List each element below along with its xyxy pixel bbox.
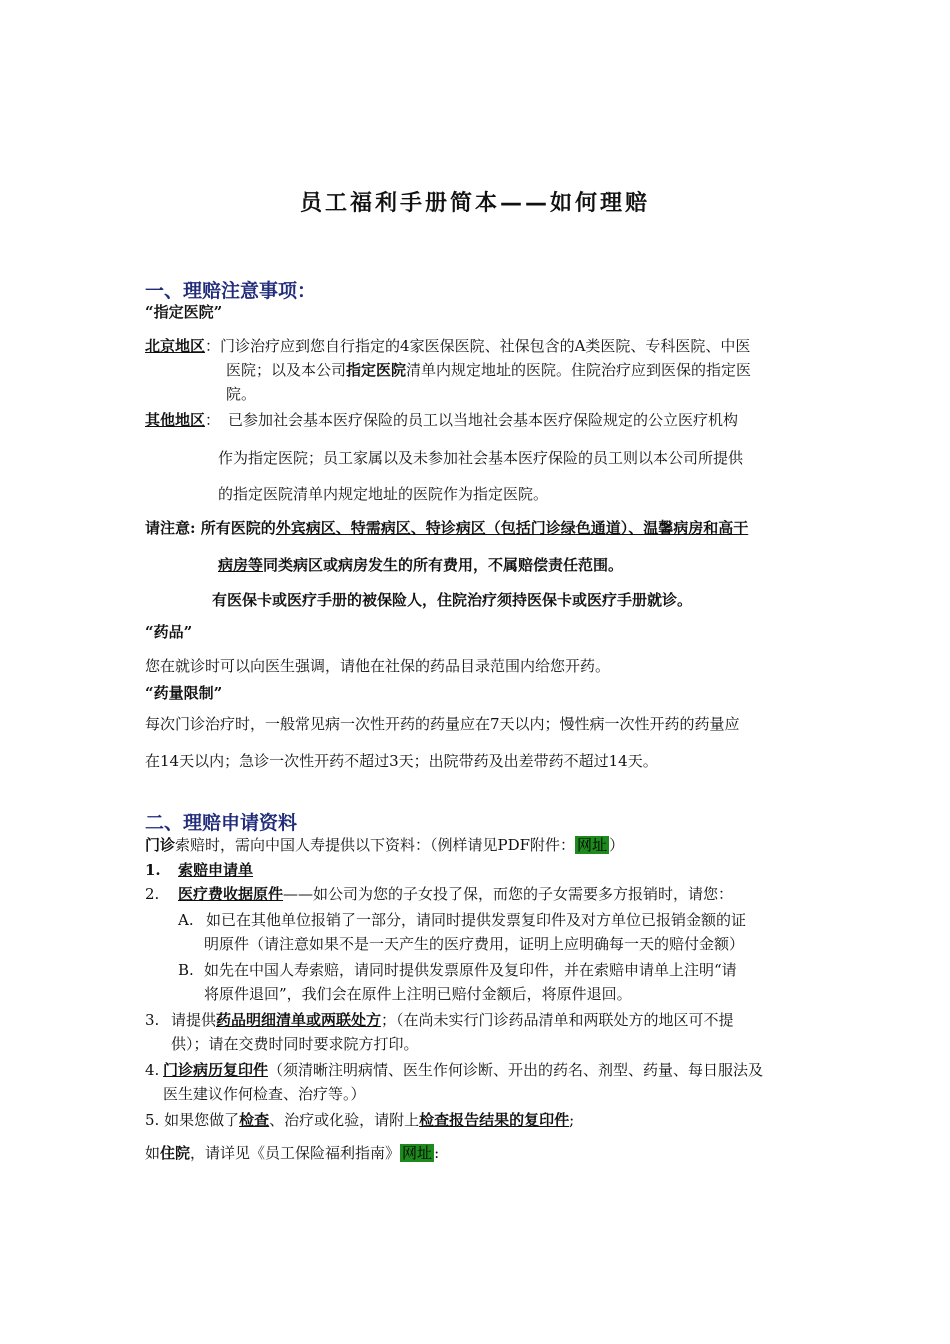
other-text-1: 已参加社会基本医疗保险的员工以当地社会基本医疗保险规定的公立医疗机构 <box>228 411 739 429</box>
inpatient-end: : <box>434 1144 440 1162</box>
notice-line-2 <box>218 555 623 575</box>
beijing-text-1: 门诊治疗应到您自行指定的4家医保医院、社保包含的A类医院、专科医院、中医 <box>220 337 751 355</box>
beijing-designated-bold: 指定医院 <box>346 361 407 379</box>
notice-underlined-1: 外宾病区、特需病区、特诊病区（包括门诊绿色通道）、温馨病房和高干 <box>275 519 749 537</box>
pdf-sample-link[interactable]: 网址 <box>577 836 608 854</box>
item-4-text: （须清晰注明病情、医生作何诊断、开出的药名、剂型、药量、每日服法及 <box>268 1061 764 1079</box>
outpatient-intro-text: 索赔时，需向中国人寿提供以下资料：（例样请见PDF附件： <box>175 836 576 854</box>
item-2b-num: B. <box>178 961 194 979</box>
outpatient-bold: 门诊 <box>145 836 176 854</box>
beijing-text-2a: 医院；以及本公司 <box>226 361 347 379</box>
item-3-underlined: 药品明细清单或两联处方 <box>216 1011 382 1029</box>
item-2-line <box>178 884 733 904</box>
item-3-num: 3. <box>145 1011 160 1029</box>
page-title: 员工福利手册简本——如何理赔 <box>299 191 650 216</box>
dose-label: “药量限制” <box>145 684 223 702</box>
other-line-2: 作为指定医院；员工家属以及未参加社会基本医疗保险的员工则以本公司所提供 <box>218 449 744 467</box>
item-3-pre: 请提供 <box>171 1011 217 1029</box>
other-sep: ： <box>205 411 221 429</box>
outpatient-intro <box>145 835 624 855</box>
item-4-line-2: 医生建议作何检查、治疗等。） <box>163 1085 366 1103</box>
beijing-line-2 <box>226 360 751 380</box>
item-2a-num: A. <box>178 911 194 929</box>
item-4-line-1 <box>163 1060 763 1080</box>
item-2-text: ——如公司为您的子女投了保，而您的子女需要多方报销时，请您： <box>283 885 734 903</box>
item-2-underlined: 医疗费收据原件 <box>178 885 284 903</box>
beijing-line-1 <box>145 336 750 356</box>
beijing-sep: ： <box>205 337 221 355</box>
other-label: 其他地区 <box>145 411 206 429</box>
item-5-report: 检查报告结果的复印件 <box>419 1111 570 1129</box>
item-4-num: 4. <box>145 1061 160 1079</box>
other-line-1 <box>145 410 738 430</box>
item-4-underlined: 门诊病历复印件 <box>163 1061 269 1079</box>
item-2b-line-2: 将原件退回”，我们会在原件上注明已赔付金额后，将原件退回。 <box>204 985 632 1003</box>
item-3-post: ；（在尚未实行门诊药品清单和两联处方的地区可不提 <box>381 1011 734 1029</box>
item-1-num: 1. <box>145 861 161 879</box>
drugs-text: 您在就诊时可以向医生强调，请他在社保的药品目录范围内给您开药。 <box>145 657 611 675</box>
item-5-pre: 5. 如果您做了 <box>145 1111 240 1129</box>
item-2a-line-1: 如已在其他单位报销了一部分，请同时提供发票复印件及对方单位已报销金额的证 <box>206 911 747 929</box>
dose-line-1: 每次门诊治疗时，一般常见病一次性开药的药量应在7天以内；慢性病一次性开药的药量应 <box>145 715 740 733</box>
inpatient-bold: 住院 <box>160 1144 191 1162</box>
designated-hospital-label: “指定医院” <box>145 303 223 321</box>
notice-text-2: 同类病区或病房发生的所有费用，不属赔偿责任范围。 <box>263 556 624 574</box>
item-2b-line-1: 如先在中国人寿索赔，请同时提供发票原件及复印件，并在索赔申请单上注明“请 <box>204 961 737 979</box>
section-2-heading: 二、理赔申请资料 <box>145 812 298 834</box>
inpatient-text: ，请详见《员工保险福利指南》 <box>190 1144 401 1162</box>
item-5-check: 检查 <box>239 1111 270 1129</box>
dose-line-2: 在14天以内；急诊一次性开药不超过3天；出院带药及出差带药不超过14天。 <box>145 752 658 770</box>
item-5-mid: 、治疗或化验，请附上 <box>269 1111 420 1129</box>
notice-prefix: 请注意: 所有医院的 <box>145 519 276 537</box>
item-5-line <box>145 1110 574 1130</box>
beijing-line-3: 院。 <box>226 385 257 403</box>
item-3-line-2: 供）；请在交费时同时要求院方打印。 <box>171 1035 419 1053</box>
notice-underlined-2: 病房等 <box>218 556 264 574</box>
item-2-num: 2. <box>145 885 160 903</box>
item-2a-line-2: 明原件（请注意如果不是一天产生的医疗费用，证明上应明确每一天的赔付金额） <box>204 935 745 953</box>
item-3-line-1 <box>171 1010 734 1030</box>
drugs-label: “药品” <box>145 623 193 641</box>
item-1-text: 索赔申请单 <box>178 861 254 879</box>
beijing-text-2b: 清单内规定地址的医院。住院治疗应到医保的指定医 <box>406 361 752 379</box>
other-line-3: 的指定医院清单内规定地址的医院作为指定医院。 <box>218 485 549 503</box>
inpatient-line <box>145 1143 439 1163</box>
beijing-label: 北京地区 <box>145 337 206 355</box>
notice-line-1 <box>145 518 748 538</box>
item-5-end: ; <box>569 1111 575 1129</box>
section-1-heading: 一、理赔注意事项： <box>145 280 317 302</box>
inpatient-pre: 如 <box>145 1144 161 1162</box>
outpatient-intro-end: ） <box>609 836 625 854</box>
guide-link[interactable]: 网址 <box>402 1144 433 1162</box>
notice-line-3: 有医保卡或医疗手册的被保险人，住院治疗须持医保卡或医疗手册就诊。 <box>212 591 693 609</box>
